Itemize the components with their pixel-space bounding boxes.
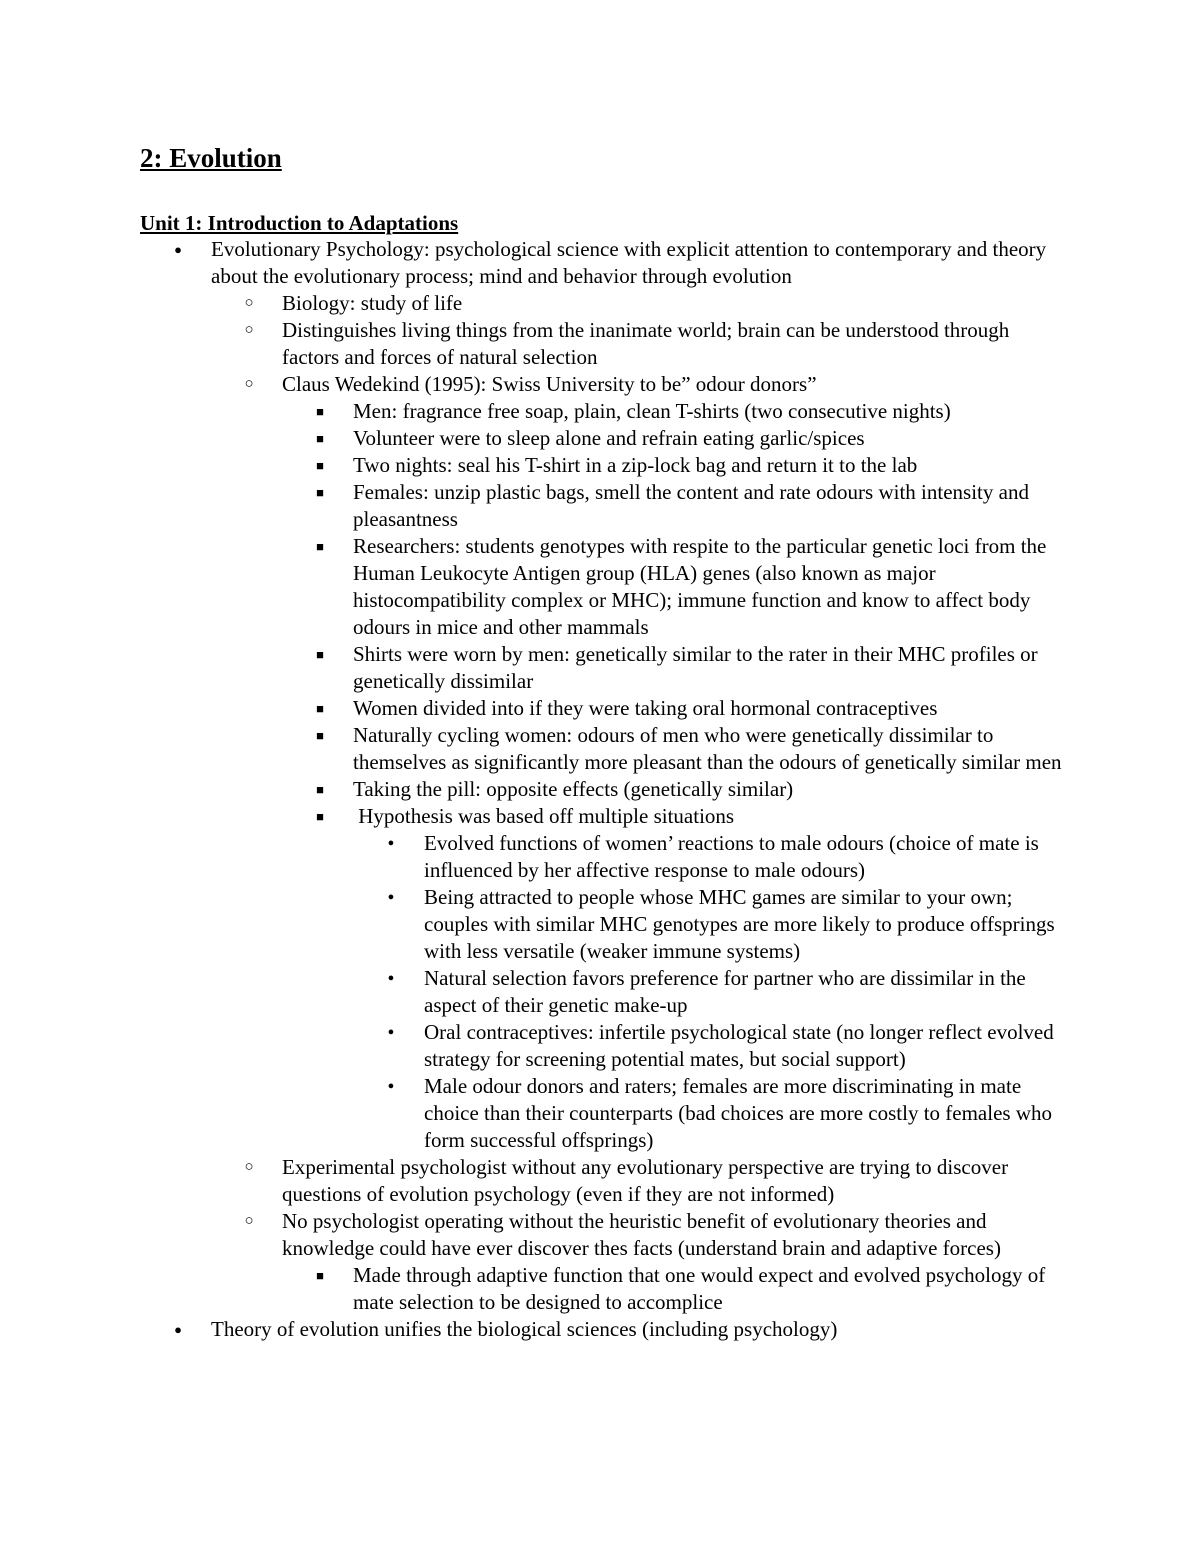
outline-item-text: Experimental psychologist without any evolutionary perspective are trying to discover questions of evolution psychology (even if they are not informed) xyxy=(282,1155,1009,1206)
outline-item xyxy=(211,317,1070,371)
outline-item xyxy=(282,452,1070,479)
outline-item xyxy=(282,695,1070,722)
outline-item xyxy=(353,1019,1070,1073)
square-bullet-icon: ■ xyxy=(316,782,324,797)
square-bullet-icon: ■ xyxy=(316,647,324,662)
notes-outline xyxy=(140,236,1070,1343)
square-bullet-icon: ■ xyxy=(316,458,324,473)
square-bullet-icon: ■ xyxy=(316,809,324,824)
disc-bullet-icon: ● xyxy=(387,1080,395,1092)
outline-level-2 xyxy=(211,290,1070,1316)
outline-item-text: Made through adaptive function that one would expect and evolved psychology of mate selection to be designed to accomplice xyxy=(353,1263,1046,1314)
square-bullet-icon: ■ xyxy=(316,485,324,500)
outline-item-text: Male odour donors and raters; females are more discriminating in mate choice than their counterparts (bad choices are more costly to females who form successful offsprings) xyxy=(424,1074,1053,1152)
outline-level-1 xyxy=(140,236,1070,1343)
square-bullet-icon: ■ xyxy=(316,1268,324,1283)
disc-bullet-icon: ● xyxy=(174,1322,182,1337)
outline-item-text: No psychologist operating without the heuristic benefit of evolutionary theories and knowledge could have ever discover thes facts (understand brain and adaptive forces) xyxy=(282,1209,1001,1260)
circle-bullet-icon: ○ xyxy=(244,376,254,392)
outline-item-text: Natural selection favors preference for partner who are dissimilar in the aspect of their genetic make-up xyxy=(424,966,1026,1017)
circle-bullet-icon: ○ xyxy=(244,295,254,311)
outline-level-3 xyxy=(282,1262,1070,1316)
square-bullet-icon: ■ xyxy=(316,701,324,716)
square-bullet-icon: ■ xyxy=(316,431,324,446)
outline-item-text: Taking the pill: opposite effects (genetically similar) xyxy=(353,777,794,801)
outline-item xyxy=(282,803,1070,1154)
outline-item-text: Men: fragrance free soap, plain, clean T-shirts (two consecutive nights) xyxy=(353,399,951,423)
outline-item xyxy=(211,290,1070,317)
disc-bullet-icon: ● xyxy=(387,891,395,903)
outline-item xyxy=(282,398,1070,425)
disc-bullet-icon: ● xyxy=(387,837,395,849)
outline-level-3 xyxy=(282,398,1070,1154)
outline-item-text: Evolutionary Psychology: psychological science with explicit attention to contemporary and theory about the evolutionary process; mind and behavior through evolution xyxy=(211,237,1047,288)
outline-item-text: Naturally cycling women: odours of men who were genetically dissimilar to themselves as significantly more pleasant than the odours of genetically similar men xyxy=(353,723,1062,774)
circle-bullet-icon: ○ xyxy=(244,1159,254,1175)
outline-item-text: Oral contraceptives: infertile psychological state (no longer reflect evolved strategy for screening potential mates, but social support) xyxy=(424,1020,1054,1071)
outline-item-text: Hypothesis was based off multiple situations xyxy=(353,804,735,828)
outline-item xyxy=(140,1316,1070,1343)
outline-item xyxy=(282,776,1070,803)
circle-bullet-icon: ○ xyxy=(244,1213,254,1229)
outline-item xyxy=(353,830,1070,884)
outline-item xyxy=(282,533,1070,641)
outline-item-text: Evolved functions of women’ reactions to male odours (choice of mate is influenced by her affective response to male odours) xyxy=(424,831,1039,882)
outline-item xyxy=(353,1073,1070,1154)
outline-item xyxy=(282,1262,1070,1316)
outline-item-text: Volunteer were to sleep alone and refrain eating garlic/spices xyxy=(353,426,865,450)
square-bullet-icon: ■ xyxy=(316,404,324,419)
outline-item xyxy=(211,1154,1070,1208)
circle-bullet-icon: ○ xyxy=(244,322,254,338)
outline-item xyxy=(211,371,1070,1154)
outline-item-text: Distinguishes living things from the inanimate world; brain can be understood through factors and forces of natural selection xyxy=(282,318,1010,369)
outline-item-text: Two nights: seal his T-shirt in a zip-lock bag and return it to the lab xyxy=(353,453,918,477)
outline-item xyxy=(140,236,1070,1316)
outline-item xyxy=(282,425,1070,452)
outline-item-text: Theory of evolution unifies the biological sciences (including psychology) xyxy=(211,1317,838,1341)
unit-heading: Unit 1: Introduction to Adaptations xyxy=(140,211,459,235)
outline-item-text: Women divided into if they were taking oral hormonal contraceptives xyxy=(353,696,938,720)
outline-item xyxy=(353,884,1070,965)
outline-item xyxy=(353,965,1070,1019)
outline-level-4 xyxy=(353,830,1070,1154)
outline-item-text: Shirts were worn by men: genetically similar to the rater in their MHC profiles or genetically dissimilar xyxy=(353,642,1038,693)
document-title: 2: Evolution xyxy=(140,143,282,173)
outline-item-text: Researchers: students genotypes with respite to the particular genetic loci from the Human Leukocyte Antigen group (HLA) genes (also known as major histocompatibility complex or MHC); immune function and know to affect body odours in mice and other mammals xyxy=(353,534,1047,639)
outline-item xyxy=(282,479,1070,533)
outline-item-text: Claus Wedekind (1995): Swiss University to be” odour donors” xyxy=(282,372,817,396)
outline-item-text: Biology: study of life xyxy=(282,291,463,315)
disc-bullet-icon: ● xyxy=(387,1026,395,1038)
square-bullet-icon: ■ xyxy=(316,728,324,743)
square-bullet-icon: ■ xyxy=(316,539,324,554)
outline-item-text: Females: unzip plastic bags, smell the content and rate odours with intensity and pleasantness xyxy=(353,480,1029,531)
outline-item xyxy=(282,722,1070,776)
outline-item xyxy=(282,641,1070,695)
outline-item xyxy=(211,1208,1070,1316)
disc-bullet-icon: ● xyxy=(387,972,395,984)
disc-bullet-icon: ● xyxy=(174,242,182,257)
outline-item-text: Being attracted to people whose MHC games are similar to your own; couples with similar MHC genotypes are more likely to produce offsprings with less versatile (weaker immune systems) xyxy=(424,885,1055,963)
